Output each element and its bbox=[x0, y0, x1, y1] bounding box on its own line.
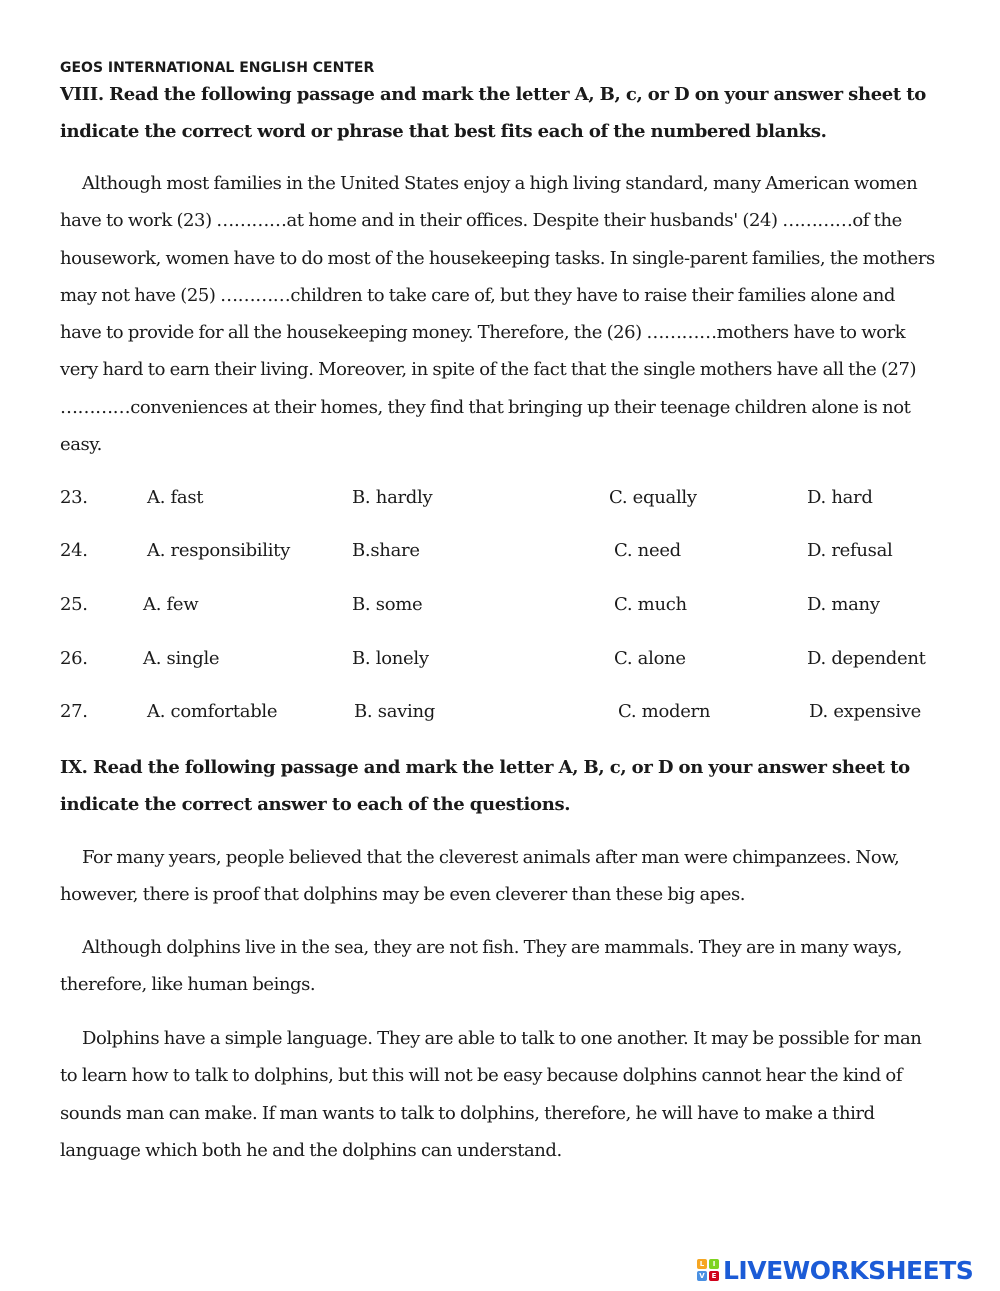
center-name: GEOS INTERNATIONAL ENGLISH CENTER bbox=[60, 60, 375, 76]
logo-square-l: L bbox=[697, 1259, 707, 1269]
option-a[interactable]: A. responsibility bbox=[147, 540, 290, 561]
question-row-25 bbox=[60, 594, 940, 624]
option-c[interactable]: C. much bbox=[614, 594, 687, 615]
question-row-27 bbox=[60, 701, 940, 731]
logo-square-v: V bbox=[697, 1271, 707, 1281]
section-8-passage: Although most families in the United States enjoy a high living standard, many American women have to work (23) …………at home and in their offices. Despite their husbands' (24) …………of the housework, women have to do most of the housekeeping tasks. In single-parent families, the mothers may not have (25) …………children to take care of, but they have to raise their families alone and have to provide for all the housekeeping money. Therefore, the (26) …………mothers have to work very hard to earn their living. Moreover, in spite of the fact that the single mothers have all the (27) …………conveniences at their homes, they find that bringing up their teenage children alone is not easy. bbox=[60, 173, 935, 456]
option-c[interactable]: C. equally bbox=[609, 487, 697, 508]
option-c[interactable]: C. need bbox=[614, 540, 681, 561]
option-b[interactable]: B.share bbox=[352, 540, 420, 561]
option-a[interactable]: A. fast bbox=[147, 487, 204, 508]
question-number: 23. bbox=[60, 487, 88, 508]
logo-text: LIVEWORKSHEETS bbox=[723, 1255, 974, 1285]
section-9-title: IX. Read the following passage and mark the letter A, B, c, or D on your answer sheet to indicate the correct answer to each of the questions. bbox=[60, 757, 910, 815]
option-a[interactable]: A. comfortable bbox=[147, 701, 278, 722]
logo-square-e: E bbox=[709, 1271, 719, 1281]
section-9-paragraph-3: Dolphins have a simple language. They are able to talk to one another. It may be possible for man to learn how to talk to dolphins, but this will not be easy because dolphins cannot hear the kind of sounds man can make. If man wants to talk to dolphins, therefore, he will have to make a third language which both he and the dolphins can understand. bbox=[60, 1028, 922, 1161]
option-b[interactable]: B. lonely bbox=[352, 648, 429, 669]
option-d[interactable]: D. many bbox=[807, 594, 880, 615]
question-number: 27. bbox=[60, 701, 88, 722]
liveworksheets-logo[interactable] bbox=[697, 1253, 973, 1287]
question-row-26 bbox=[60, 648, 940, 678]
option-d[interactable]: D. refusal bbox=[807, 540, 893, 561]
logo-square-i: I bbox=[709, 1259, 719, 1269]
option-b[interactable]: B. some bbox=[352, 594, 423, 615]
logo-grid-icon bbox=[697, 1259, 719, 1281]
option-b[interactable]: B. hardly bbox=[352, 487, 433, 508]
option-d[interactable]: D. dependent bbox=[807, 648, 926, 669]
option-d[interactable]: D. expensive bbox=[809, 701, 922, 722]
option-b[interactable]: B. saving bbox=[354, 701, 435, 722]
section-8-title: VIII. Read the following passage and mark the letter A, B, c, or D on your answer sheet to indicate the correct word or phrase that best fits each of the numbered blanks. bbox=[60, 84, 926, 142]
option-a[interactable]: A. few bbox=[143, 594, 199, 615]
option-a[interactable]: A. single bbox=[143, 648, 220, 669]
section-9-paragraph-2: Although dolphins live in the sea, they are not fish. They are mammals. They are in many ways, therefore, like human beings. bbox=[60, 937, 902, 996]
option-d[interactable]: D. hard bbox=[807, 487, 873, 508]
question-number: 24. bbox=[60, 540, 88, 561]
question-row-24 bbox=[60, 540, 940, 570]
option-c[interactable]: C. modern bbox=[618, 701, 711, 722]
option-c[interactable]: C. alone bbox=[614, 648, 686, 669]
question-row-23 bbox=[60, 487, 940, 517]
section-9-paragraph-1: For many years, people believed that the cleverest animals after man were chimpanzees. Now, however, there is proof that dolphins may be even cleverer than these big apes. bbox=[60, 847, 900, 906]
question-number: 26. bbox=[60, 648, 88, 669]
question-number: 25. bbox=[60, 594, 88, 615]
